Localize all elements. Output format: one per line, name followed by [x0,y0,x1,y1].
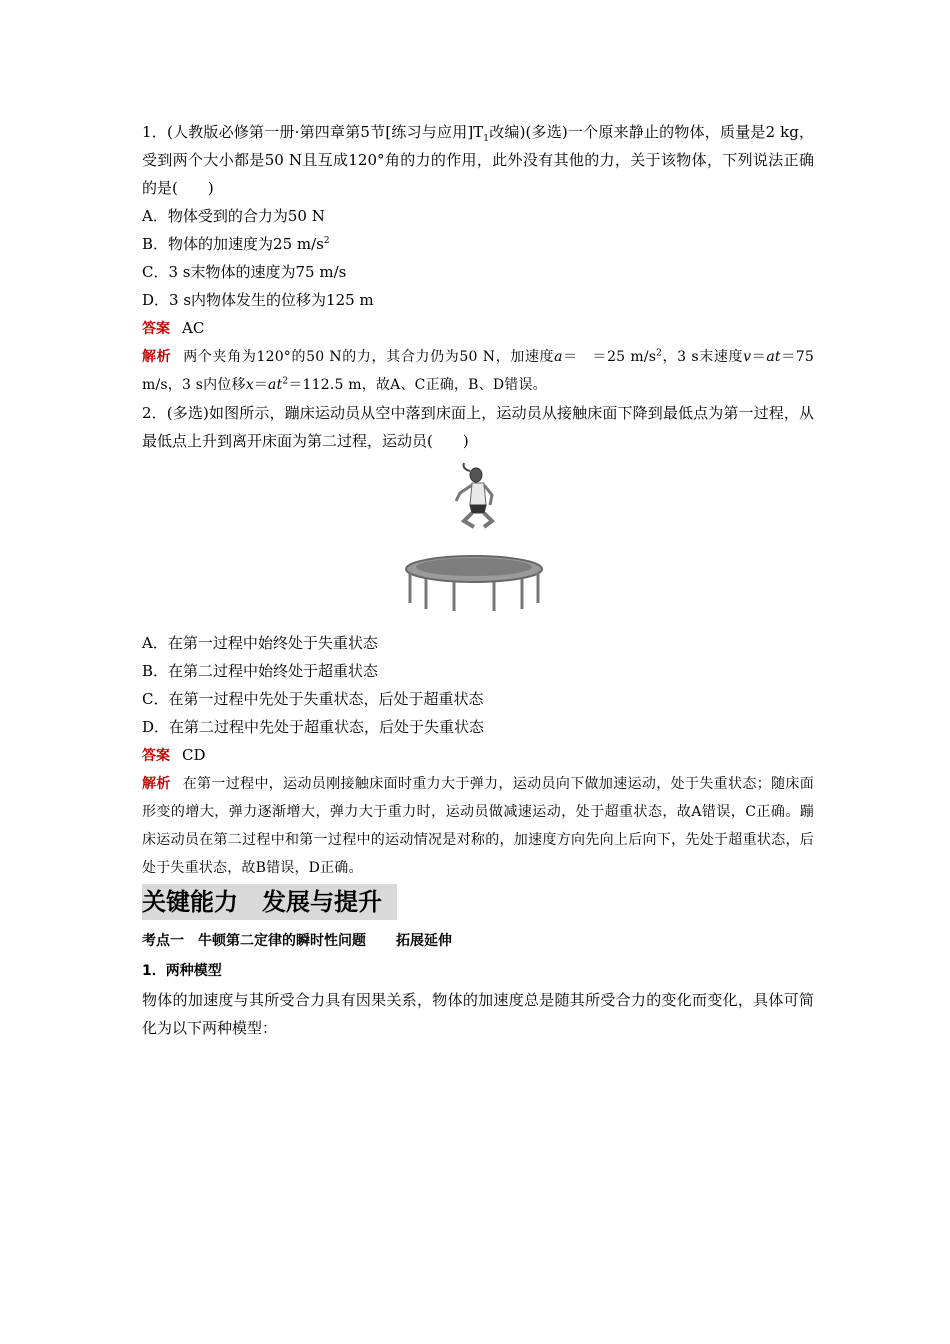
q1-analysis: 解析 两个夹角为120°的50 N的力，其合力仍为50 N，加速度a＝ ＝25 $m/s^2$，3 s末速度v＝at＝75 m/s，3 s内位移$x=at^2=112.5$ m，故A、C正确，B、D错误。 [142,348,814,393]
trampoline-jumper-illustration [404,461,544,613]
q1-stem: 1．(人教版必修第一册·第四章第5节[练习与应用]$T_1$改编)(多选)一个原来静止的物体，质量是2 kg，受到两个大小都是50 N且互成120°角的力的作用，此外没有其他的力，关于该物体，下列说法正确的是( ) [142,123,815,197]
trampoline-icon [406,556,542,611]
q2-option-c: C．在第一过程中先处于失重状态，后处于超重状态 [142,690,484,708]
q1-option-a: A．物体受到的合力为50 N [142,207,325,225]
answer-label: 答案 [142,321,170,337]
answer-label: 答案 [142,748,170,764]
section-title: 关键能力 发展与提升 [142,884,397,920]
trampoline-figure [142,461,814,621]
section-body: 物体的加速度与其所受合力具有因果关系，物体的加速度总是随其所受合力的变化而变化，具体可简化为以下两种模型： [142,991,814,1037]
q2-option-d: D．在第二过程中先处于超重状态，后处于失重状态 [142,718,485,736]
topic-heading: 考点一 牛顿第二定律的瞬时性问题 拓展延伸 [142,933,452,949]
q1-option-b: B．物体的加速度为25 $m/s^2$ [142,235,330,253]
q2-stem: 2．(多选)如图所示，蹦床运动员从空中落到床面上，运动员从接触床面下降到最低点为第一过程，从最低点上升到离开床面为第二过程，运动员( ) [142,404,814,450]
analysis-label: 解析 [142,776,171,792]
q1-option-d: D．3 s内物体发生的位移为125 m [142,291,374,309]
analysis-label: 解析 [142,349,172,365]
q1-answer: 答案 AC [142,319,205,337]
jumper-icon [456,463,492,527]
subheading-two-models: 1．两种模型 [142,963,222,979]
topic-tag: 拓展延伸 [396,933,452,949]
q2-analysis: 解析 在第一过程中，运动员刚接触床面时重力大于弹力，运动员向下做加速运动，处于失重状态；随床面形变的增大，弹力逐渐增大，弹力大于重力时，运动员做减速运动，处于超重状态，故A错误，C正确。蹦床运动员在第二过程中和第一过程中的运动情况是对称的，加速度方向先向上后向下，先处于超重状态，后处于失重状态，故B错误，D正确。 [142,776,814,876]
q2-answer: 答案 CD [142,746,206,764]
q1-option-c: C．3 s末物体的速度为75 m/s [142,263,347,281]
q2-option-a: A．在第一过程中始终处于失重状态 [142,634,378,652]
document-page [142,118,814,1042]
q2-option-b: B．在第二过程中始终处于超重状态 [142,662,379,680]
